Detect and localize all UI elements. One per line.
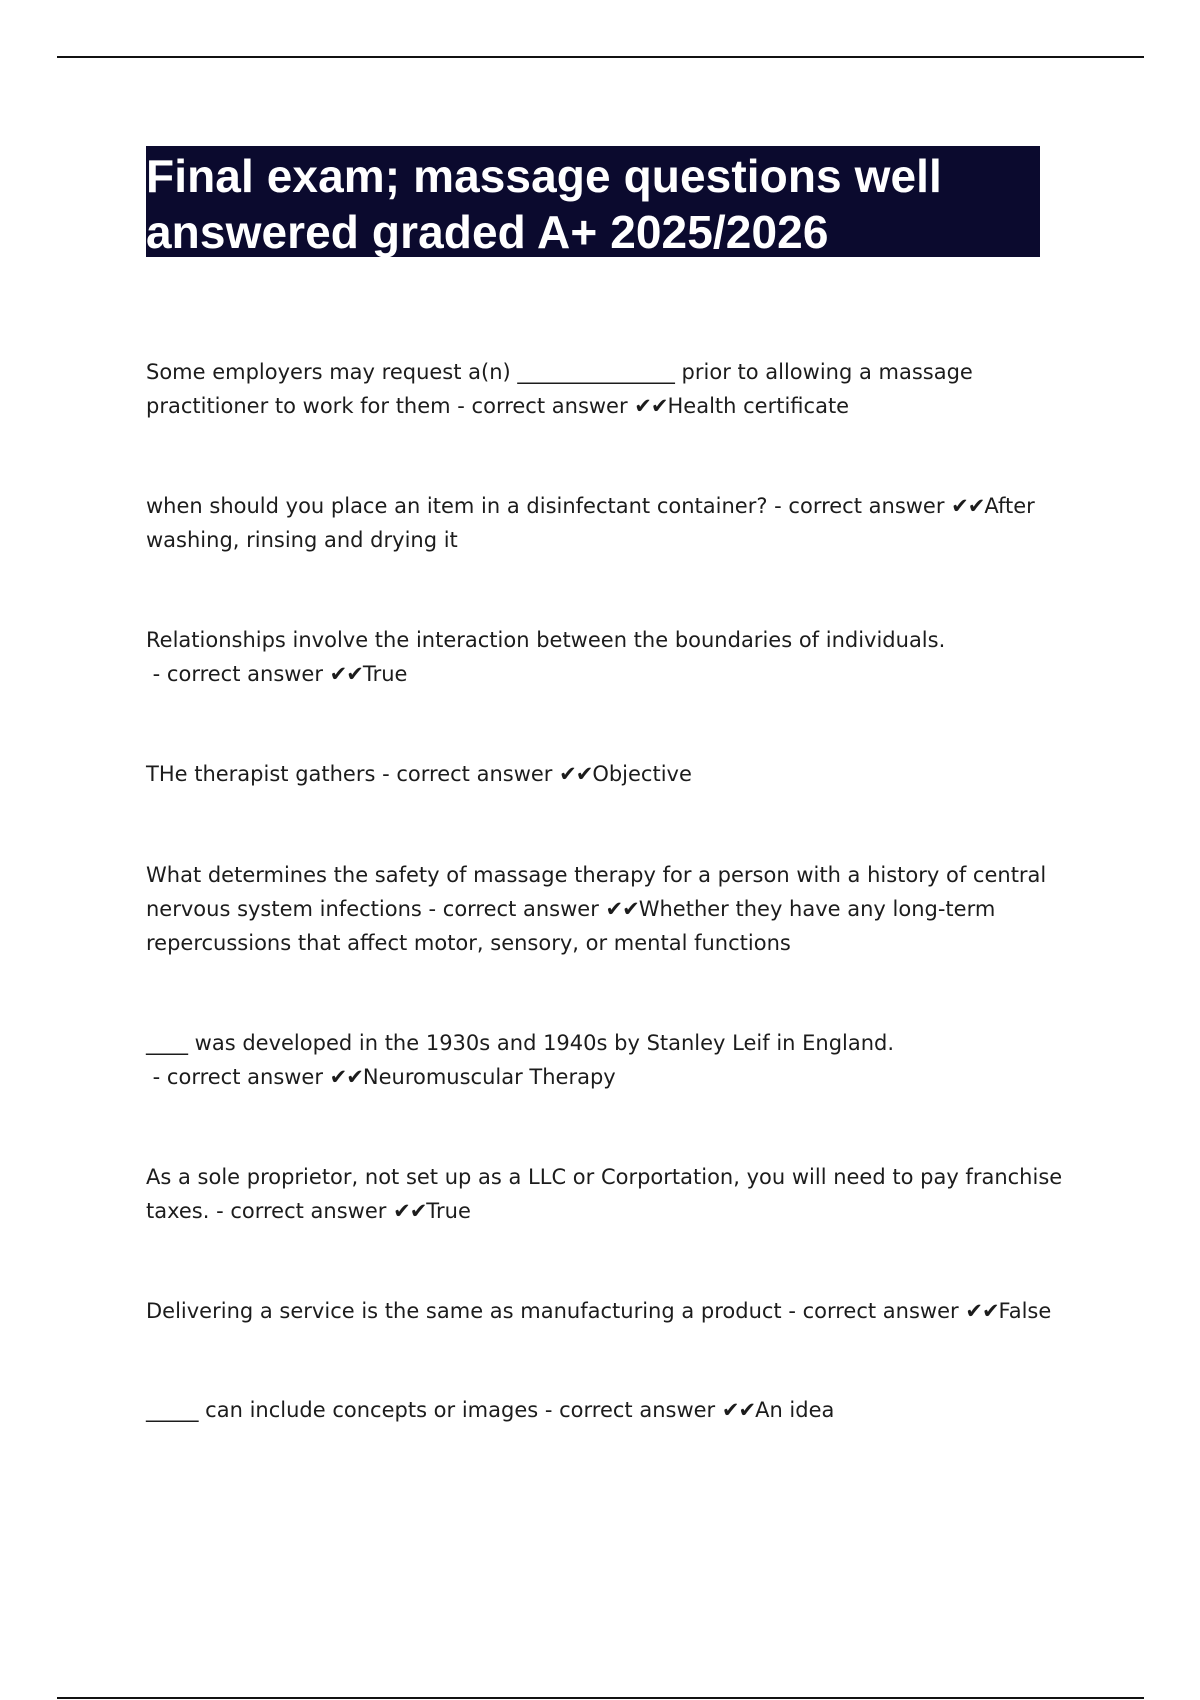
top-rule bbox=[57, 56, 1144, 58]
qa-item-4 bbox=[146, 757, 1086, 791]
qa-item-2 bbox=[146, 489, 1086, 557]
answer-text: An idea bbox=[755, 1398, 835, 1422]
question-text: Relationships involve the interaction between the boundaries of individuals. bbox=[146, 628, 946, 652]
qa-item-6 bbox=[146, 1026, 1086, 1094]
answer-text: True bbox=[426, 1199, 471, 1223]
answer-separator: - correct answer bbox=[146, 1065, 330, 1089]
answer-separator: - correct answer bbox=[538, 1398, 722, 1422]
qa-item-3 bbox=[146, 623, 1086, 691]
question-text: What determines the safety of massage therapy for a person with a history of central nervous system infections bbox=[146, 863, 1047, 921]
check-icon: ✔✔ bbox=[329, 1065, 363, 1089]
answer-separator: - correct answer bbox=[375, 762, 560, 786]
question-text: ____ was developed in the 1930s and 1940s by Stanley Leif in England. bbox=[146, 1031, 895, 1055]
qa-item-9 bbox=[146, 1393, 1086, 1427]
answer-separator: - correct answer bbox=[767, 494, 952, 518]
document-title bbox=[146, 148, 1040, 260]
answer-text: Objective bbox=[592, 762, 692, 786]
title-line-2: answered graded A+ 2025/2026 bbox=[146, 206, 829, 258]
answer-separator: - correct answer bbox=[146, 662, 330, 686]
question-text: As a sole proprietor, not set up as a LLC or Corportation, you will need to pay franchise taxes. bbox=[146, 1165, 1063, 1223]
answer-separator: - correct answer bbox=[781, 1299, 966, 1323]
check-icon: ✔✔ bbox=[393, 1199, 427, 1223]
qa-item-7 bbox=[146, 1160, 1086, 1228]
check-icon: ✔✔ bbox=[634, 394, 668, 418]
question-text: Delivering a service is the same as manufacturing a product bbox=[146, 1299, 782, 1323]
check-icon: ✔✔ bbox=[329, 662, 363, 686]
check-icon: ✔✔ bbox=[951, 494, 985, 518]
answer-text: Health certificate bbox=[667, 394, 850, 418]
answer-text: True bbox=[362, 662, 408, 686]
qa-item-5 bbox=[146, 858, 1086, 960]
answer-text: After washing, rinsing and drying it bbox=[146, 494, 1035, 552]
document-title-banner bbox=[146, 146, 1040, 257]
answer-separator: - correct answer bbox=[450, 394, 635, 418]
answer-separator: - correct answer bbox=[421, 897, 606, 921]
answer-text: Whether they have any long-term repercussions that affect motor, sensory, or mental functions bbox=[146, 897, 996, 955]
answer-text: Neuromuscular Therapy bbox=[362, 1065, 616, 1089]
title-line-1: Final exam; massage questions well bbox=[146, 150, 942, 202]
answer-text: False bbox=[998, 1299, 1052, 1323]
question-text: when should you place an item in a disinfectant container? bbox=[146, 494, 768, 518]
check-icon: ✔✔ bbox=[559, 762, 593, 786]
bottom-rule bbox=[57, 1697, 1144, 1699]
question-text: THe therapist gathers bbox=[146, 762, 376, 786]
question-text: _____ can include concepts or images bbox=[146, 1398, 539, 1422]
qa-item-8 bbox=[146, 1294, 1086, 1328]
check-icon: ✔✔ bbox=[721, 1398, 756, 1422]
answer-separator: - correct answer bbox=[209, 1199, 394, 1223]
check-icon: ✔✔ bbox=[965, 1299, 999, 1323]
qa-item-1 bbox=[146, 355, 1086, 423]
question-text: Some employers may request a(n) _______________ prior to allowing a massage practitioner to work for them bbox=[146, 360, 973, 418]
check-icon: ✔✔ bbox=[605, 897, 639, 921]
